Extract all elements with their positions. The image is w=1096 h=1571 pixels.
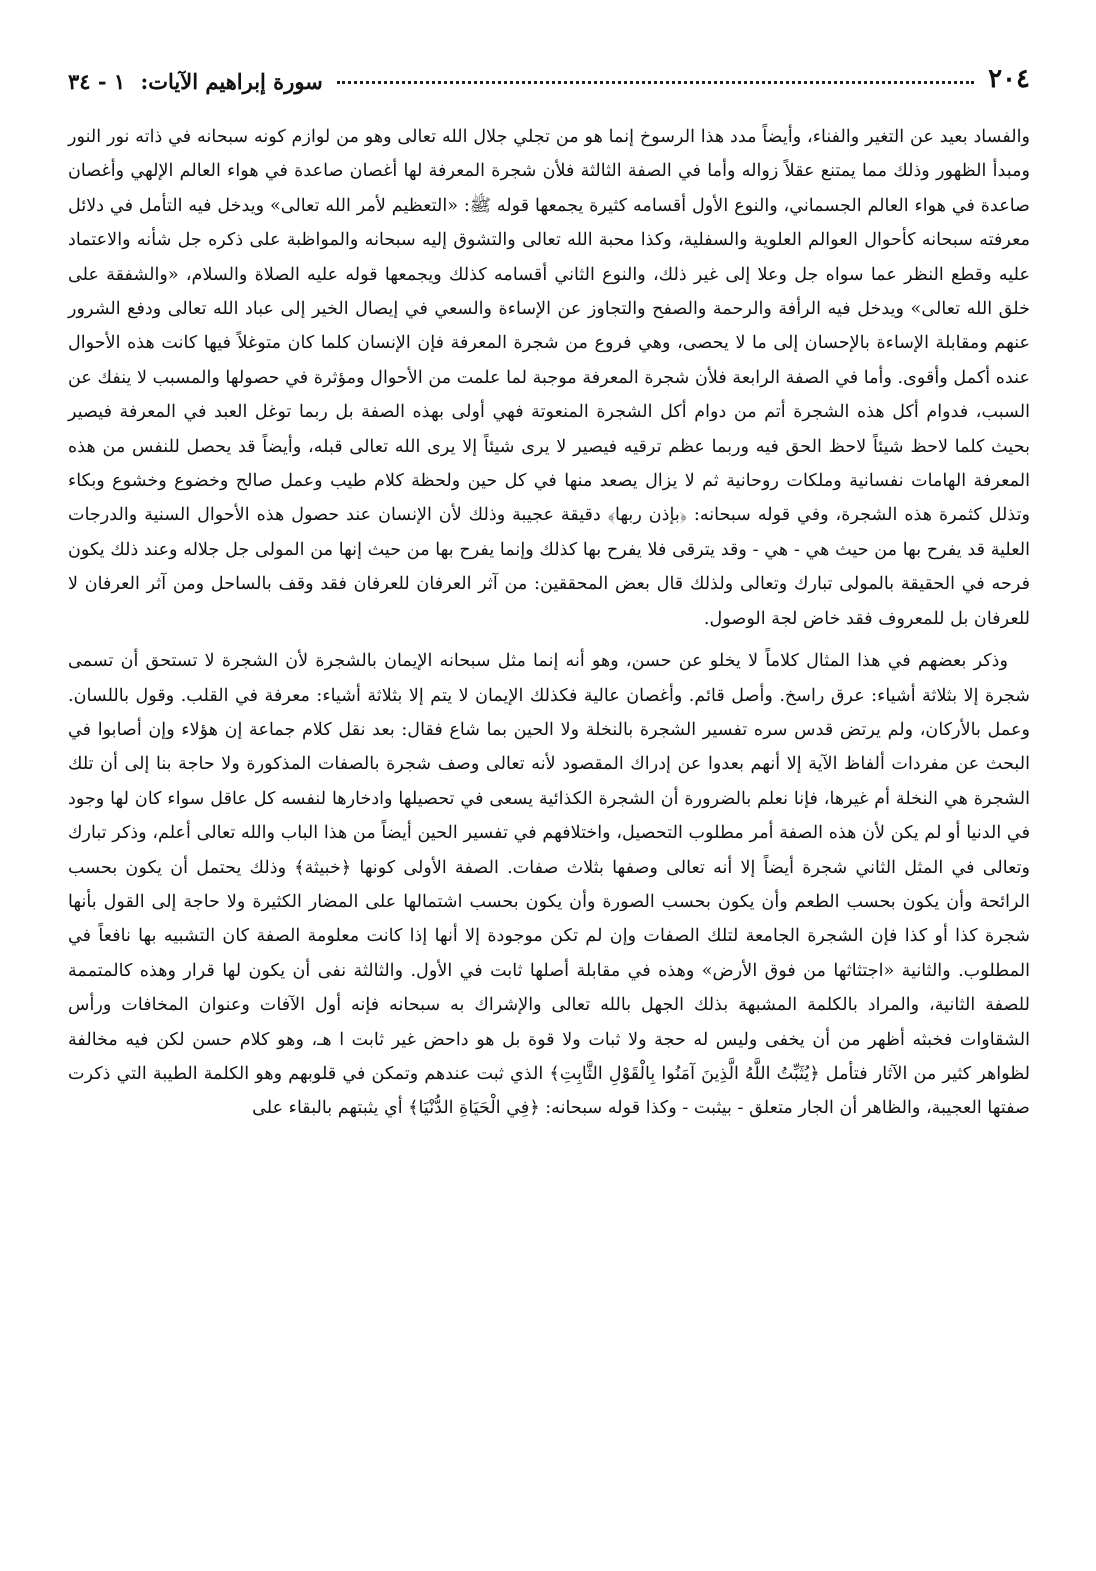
body-text [68,120,1030,1126]
surah-title-text: سورة إبراهيم الآيات: [140,69,323,94]
document-page [68,52,1030,1126]
page-header [68,52,1030,92]
verse-range: ١ - ٣٤ [68,69,126,94]
running-title [68,71,323,92]
page-number: ٢٠٤ [988,64,1030,94]
paragraph-2: وذكر بعضهم في هذا المثال كلاماً لا يخلو عن حسن، وهو أنه إنما مثل سبحانه الإيمان بالشجرة لأن الشجرة لا تستحق أن تسمى شجرة إلا بثلاثة أشياء: عرق راسخ. وأصل قائم. وأغصان عالية فكذلك الإيمان لا يتم إلا بثلاثة أشياء: معرفة في القلب. وقول باللسان. وعمل بالأركان، ولم يرتض قدس سره تفسير الشجرة بالنخلة ولا الحين بما شاع فقال: بعد نقل كلام جماعة إن هؤلاء وإن أصابوا في البحث عن مفردات ألفاظ الآية إلا أنهم بعدوا عن إدراك المقصود لأنه تعالى وصف شجرة بالصفات المذكورة ولا حاجة بنا إلى أن تلك الشجرة هي النخلة أم غيرها، فإنا نعلم بالضرورة أن الشجرة الكذائية يسعى في تحصيلها وادخارها لنفسه كل عاقل سواء كان لها وجود في الدنيا أو لم يكن لأن هذه الصفة أمر مطلوب التحصيل، واختلافهم في تفسير الحين أيضاً من هذا الباب والله تعالى أعلم، وذكر تبارك وتعالى في المثل الثاني شجرة أيضاً إلا أنه تعالى وصفها بثلاث صفات. الصفة الأولى كونها ﴿خبيثة﴾ وذلك يحتمل أن يكون بحسب الرائحة وأن يكون بحسب الطعم وأن يكون بحسب الصورة وأن يكون بحسب اشتمالها على المضار الكثيرة ولا حاجة إلى القول بأنها شجرة كذا أو كذا فإن الشجرة الجامعة لتلك الصفات وإن لم تكن موجودة إلا أنها إذا كانت معلومة الصفة كان التشبيه بها نافعاً في المطلوب. والثانية «اجتثاثها من فوق الأرض» وهذه في مقابلة أصلها ثابت في الأول. والثالثة نفى أن يكون لها قرار وهذه كالمتممة للصفة الثانية، والمراد بالكلمة المشبهة بذلك الجهل بالله تعالى والإشراك به سبحانه فإنه أول الآفات وعنوان المخافات ورأس الشقاوات فخبثه أظهر من أن يخفى وليس له حجة ولا ثبات ولا قوة بل هو داحض غير ثابت ا هـ، وهو كلام حسن لكن فيه مخالفة لظواهر كثير من الآثار فتأمل ﴿يُثَبِّتُ اللَّهُ الَّذِينَ آمَنُوا بِالْقَوْلِ الثَّابِتِ﴾ الذي ثبت عندهم وتمكن في قلوبهم وهو الكلمة الطيبة التي ذكرت صفتها العجيبة، والظاهر أن الجار متعلق - بيثبت - وكذا قوله سبحانه: ﴿فِي الْحَيَاةِ الدُّنْيَا﴾ أي يثبتهم بالبقاء على [68,651,1030,1119]
header-dotted-rule [337,81,974,84]
paragraph-1: والفساد بعيد عن التغير والفناء، وأيضاً مدد هذا الرسوخ إنما هو من تجلي جلال الله تعالى وهو من لوازم كونه سبحانه في ذاته نور النور ومبدأ الظهور وذلك مما يمتنع عقلاً زواله وأما في الصفة الثالثة فلأن شجرة المعرفة لها أغصان صاعدة في هواء العالم الإلهي وأغصان صاعدة في هواء العالم الجسماني، والنوع الأول أقسامه كثيرة يجمعها قوله ﷺ: «التعظيم لأمر الله تعالى» ويدخل فيه التأمل في دلائل معرفته سبحانه كأحوال العوالم العلوية والسفلية، وكذا محبة الله تعالى والتشوق إليه سبحانه والمواظبة على ذكره جل شأنه والاعتماد عليه وقطع النظر عما سواه جل وعلا إلى غير ذلك، والنوع الثاني أقسامه كذلك ويجمعها قوله عليه الصلاة والسلام، «والشفقة على خلق الله تعالى» ويدخل فيه الرأفة والرحمة والصفح والتجاوز عن الإساءة والسعي في إيصال الخير إلى عباد الله تعالى ودفع الشرور عنهم ومقابلة الإساءة بالإحسان إلى ما لا يحصى، وهي فروع من شجرة المعرفة فإن الإنسان كلما كان متوغلاً فيها كانت هذه الأحوال عنده أكمل وأقوى. وأما في الصفة الرابعة فلأن شجرة المعرفة موجبة لما علمت من الأحوال ومؤثرة في حصولها والمسبب لا ينفك عن السبب، فدوام أكل هذه الشجرة أتم من دوام أكل الشجرة المنعوتة فهي أولى بهذه الصفة بل ربما توغل العبد في المعرفة فيصير بحيث كلما لاحظ شيئاً لاحظ الحق فيه وربما عظم ترقيه فيصير لا يرى شيئاً إلا يرى الله تعالى قبله، وأيضاً قد يحصل للنفس من هذه المعرفة الهامات نفسانية وملكات روحانية ثم لا يزال يصعد منها في كل حين ولحظة كلام طيب وعمل صالح وخضوع وخشوع وبكاء وتذلل كثمرة هذه الشجرة، وفي قوله سبحانه: ﴿بإذن ربها﴾ دقيقة عجيبة وذلك لأن الإنسان عند حصول هذه الأحوال السنية والدرجات العلية قد يفرح بها من حيث هي - هي - وقد يترقى فلا يفرح بها كذلك وإنما يفرح بها من حيث إنها من المولى جل جلاله وعند ذلك يكون فرحه في الحقيقة بالمولى تبارك وتعالى ولذلك قال بعض المحققين: من آثر العرفان للعرفان فقد وقف بالساحل ومن آثر العرفان لا للعرفان بل للمعروف فقد خاض لجة الوصول. [68,127,1031,629]
